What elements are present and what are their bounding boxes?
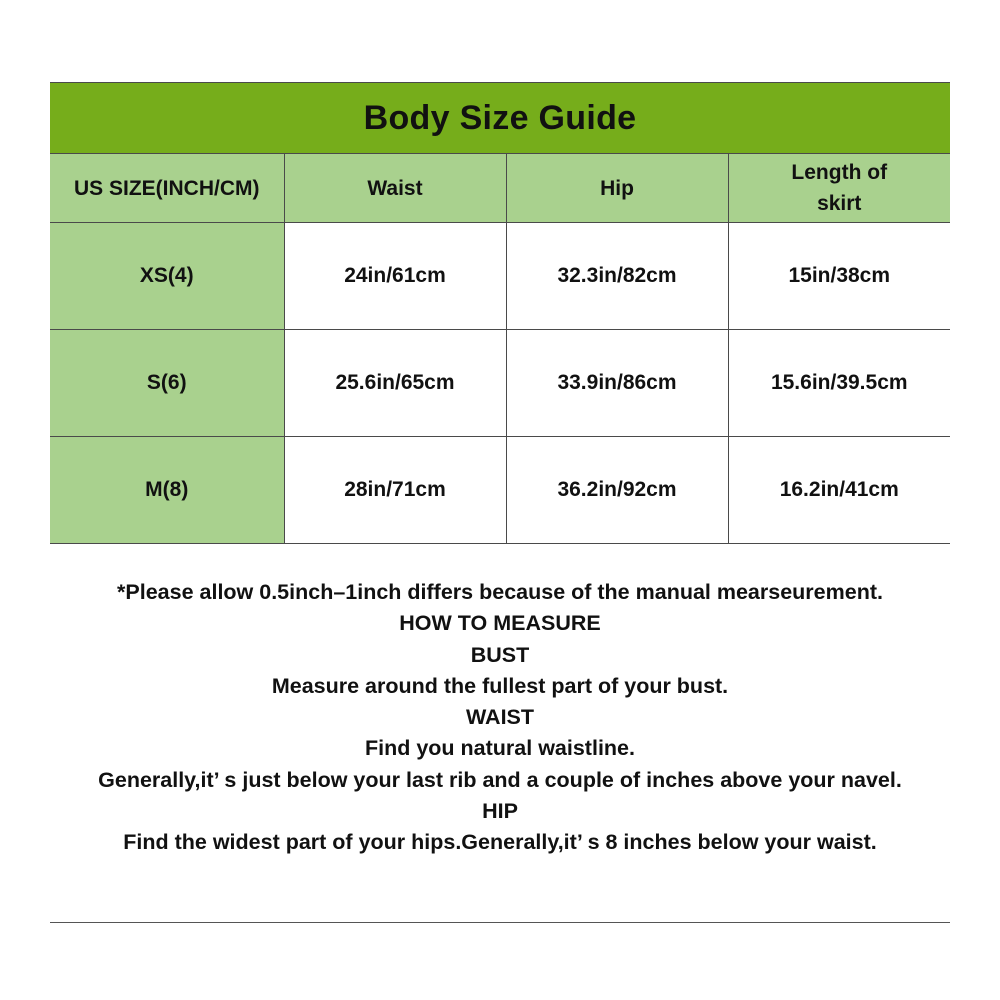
table-row (50, 437, 950, 544)
header-row (50, 154, 950, 223)
waist-detail: Generally,it’ s just below your last rib and a couple of inches above your navel. (98, 767, 902, 792)
length-cell: 15.6in/39.5cm (728, 330, 950, 437)
hip-heading: HIP (482, 799, 518, 824)
size-cell: M(8) (50, 437, 284, 544)
table-row (50, 223, 950, 330)
title-row (50, 83, 950, 154)
waist-instructions: Find you natural waistline. (365, 736, 635, 761)
waist-cell: 24in/61cm (284, 223, 506, 330)
measurement-notes (30, 577, 970, 859)
size-cell: S(6) (50, 330, 284, 437)
hip-cell: 33.9in/86cm (506, 330, 728, 437)
length-cell: 15in/38cm (728, 223, 950, 330)
hip-cell: 32.3in/82cm (506, 223, 728, 330)
hip-cell: 36.2in/92cm (506, 437, 728, 544)
waist-cell: 28in/71cm (284, 437, 506, 544)
waist-heading: WAIST (465, 705, 535, 730)
how-to-measure-heading: HOW TO MEASURE (399, 611, 601, 636)
table-row (50, 330, 950, 437)
hip-instructions: Find the widest part of your hips.Generally,it’ s 8 inches below your waist. (123, 830, 877, 855)
column-header-hip: Hip (506, 154, 728, 223)
guide-title: Body Size Guide (50, 83, 950, 154)
bust-heading: BUST (470, 642, 530, 667)
length-cell: 16.2in/41cm (728, 437, 950, 544)
length-header-text: Length of skirt (791, 161, 888, 215)
column-header-length (728, 154, 950, 223)
bust-instructions: Measure around the fullest part of your bust. (271, 673, 729, 698)
waist-cell: 25.6in/65cm (284, 330, 506, 437)
column-header-size: US SIZE(INCH/CM) (50, 154, 284, 223)
bottom-divider (50, 922, 950, 923)
size-guide-table (50, 82, 950, 544)
column-header-waist: Waist (284, 154, 506, 223)
size-cell: XS(4) (50, 223, 284, 330)
allowance-note: *Please allow 0.5inch–1inch differs because of the manual mearseurement. (117, 580, 883, 604)
